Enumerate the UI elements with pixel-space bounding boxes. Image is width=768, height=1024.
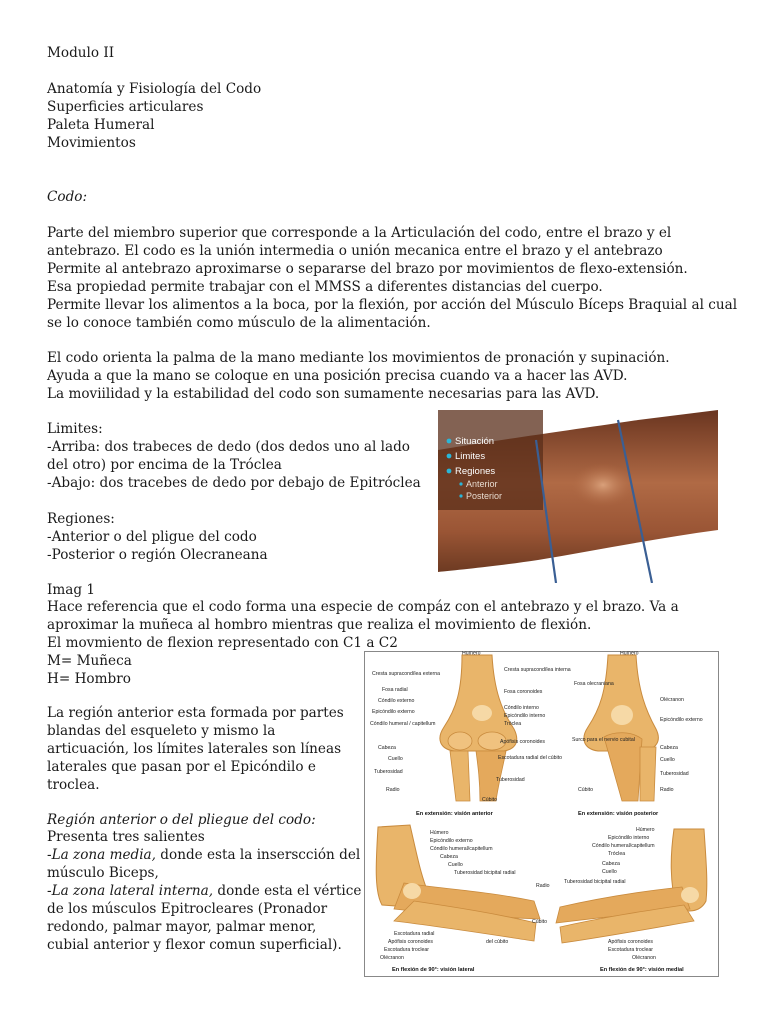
zona-lateral-text: donde esta el vértice bbox=[213, 883, 362, 899]
sub-bullet-icon bbox=[459, 494, 462, 497]
paragraph-line: antebrazo. El codo es la unión intermedia o unión mecanica entre el brazo y el antebrazo bbox=[47, 243, 663, 259]
imag1-line: El movmiento de flexion representado con C1 a C2 bbox=[47, 635, 398, 651]
caption-posterior: En extensión: visión posterior bbox=[578, 811, 659, 817]
paragraph-line: El codo orienta la palma de la mano mediante los movimientos de pronación y supinación. bbox=[47, 350, 670, 366]
anatomy-label: Cabeza bbox=[602, 861, 620, 867]
photo-subitem-anterior: Anterior bbox=[466, 479, 498, 489]
anatomy-label: Tuberosidad bbox=[374, 769, 403, 775]
anatomy-label: Cóndilo interno bbox=[504, 705, 539, 711]
anatomy-label: Radio bbox=[660, 787, 674, 793]
caption-anterior: En extensión: visión anterior bbox=[416, 811, 493, 817]
topic-line: Anatomía y Fisiología del Codo bbox=[47, 81, 262, 97]
zona-lateral-line bbox=[47, 882, 361, 900]
anatomy-label: Escotadura troclear bbox=[608, 947, 653, 953]
anatomy-label: Tróclea bbox=[608, 851, 626, 857]
anatomy-label: Epicóndilo externo bbox=[430, 838, 473, 844]
anatomy-label: Fosa coronoides bbox=[504, 689, 543, 695]
anatomy-label: Cúbito bbox=[578, 787, 593, 793]
anatomy-label: Cabeza bbox=[660, 745, 678, 751]
paragraph-line: Parte del miembro superior que corresponde a la Articulación del codo, entre el brazo y el bbox=[47, 225, 672, 241]
paragraph-line: La moviilidad y la estabilidad del codo son sumamente necesarias para las AVD. bbox=[47, 386, 600, 402]
limites-heading: Limites: bbox=[47, 421, 103, 437]
anatomy-label: Epicóndilo externo bbox=[372, 709, 415, 715]
limites-line: -Arriba: dos trabeces de dedo (dos dedos uno al lado bbox=[47, 439, 410, 455]
anatomy-label: Radio bbox=[536, 883, 550, 889]
anatomy-label: Cuello bbox=[448, 862, 463, 868]
zona-media-label: -La zona media, bbox=[47, 847, 156, 863]
elbow-bump bbox=[571, 463, 635, 507]
anatomy-label: Cóndilo humeral/capitellum bbox=[430, 846, 493, 852]
paragraph-line: Permite llevar los alimentos a la boca, por la flexión, por acción del Músculo Bíceps Braquial al cual bbox=[47, 297, 738, 313]
anatomy-label: Escotadura radial bbox=[394, 931, 435, 937]
anatomy-label: Epicóndilo interno bbox=[504, 713, 546, 719]
elbow-photo bbox=[438, 410, 718, 583]
anatomy-label: Fosa radial bbox=[382, 687, 408, 693]
anatomy-label: Cóndilo humeral / capitellum bbox=[370, 721, 436, 727]
region-anterior-line: laterales que pasan por el Epicóndilo e bbox=[47, 759, 316, 775]
region-anterior-heading: Región anterior o del pliegue del codo: bbox=[47, 812, 316, 828]
photo-subitem-posterior: Posterior bbox=[466, 491, 503, 501]
paragraph-line: Ayuda a que la mano se coloque en una posición precisa cuando va a hacer las AVD. bbox=[47, 368, 628, 384]
bullet-icon bbox=[447, 469, 452, 474]
regiones-line: -Anterior o del pligue del codo bbox=[47, 529, 257, 545]
anatomy-label: Cresta supracondílea interna bbox=[504, 667, 571, 673]
anatomy-label: Epicóndilo externo bbox=[660, 717, 703, 723]
regiones-line: -Posterior o región Olecraneana bbox=[47, 547, 268, 563]
zona-media-text: donde esta la inserscción del bbox=[155, 847, 361, 863]
imag1-line: M= Muñeca bbox=[47, 653, 132, 669]
photo-item-limites: Limites bbox=[455, 451, 486, 462]
zona-lateral-label: -La zona lateral interna, bbox=[47, 883, 214, 899]
anatomy-label: Olécranon bbox=[380, 955, 404, 961]
anatomy-label: Cabeza bbox=[440, 854, 458, 860]
limites-line: del otro) por encima de la Tróclea bbox=[47, 457, 282, 473]
paragraph-line: Esa propiedad permite trabajar con el MMSS a diferentes distancias del cuerpo. bbox=[47, 279, 603, 295]
topic-line: Movimientos bbox=[47, 135, 136, 151]
anatomy-label: Tuberosidad bicipital radial bbox=[564, 879, 626, 885]
anatomy-label: Escotadura radial del cúbito bbox=[498, 755, 563, 761]
region-anterior-line: blandas del esqueleto y mismo la bbox=[47, 723, 276, 739]
region-anterior-line: articuación, los límites laterales son líneas bbox=[47, 741, 342, 757]
sub-bullet-icon bbox=[459, 482, 462, 485]
imag1-line: aproximar la muñeca al hombro mientras que realiza el movimiento de flexión. bbox=[47, 617, 592, 633]
anatomy-label: Escotadura troclear bbox=[384, 947, 429, 953]
region-anterior-line: La región anterior esta formada por partes bbox=[47, 705, 344, 721]
anatomy-label: Apófisis coronoides bbox=[388, 939, 433, 945]
anatomy-label: Cuello bbox=[602, 869, 617, 875]
anatomy-label: Epicóndilo interno bbox=[608, 835, 650, 841]
anatomy-label: Olécranon bbox=[660, 697, 684, 703]
anatomy-label: Cóndilo externo bbox=[378, 698, 415, 704]
imag1-line: H= Hombro bbox=[47, 671, 131, 687]
zona-lateral-line: cubial anterior y flexor comun superficial). bbox=[47, 937, 342, 953]
zona-media-line: músculo Biceps, bbox=[47, 865, 159, 881]
anatomy-label: Tuberosidad bbox=[496, 777, 525, 783]
anatomy-label: Cabeza bbox=[378, 745, 396, 751]
anatomy-label: Húmero bbox=[636, 827, 655, 833]
anatomy-label: del cúbito bbox=[486, 939, 509, 945]
anatomy-label: Tuberosidad bicipital radial bbox=[454, 870, 516, 876]
salientes-intro: Presenta tres salientes bbox=[47, 829, 205, 845]
anatomy-label: Cresta supracondílea externa bbox=[372, 671, 441, 677]
elbow-anatomy-plate bbox=[364, 651, 719, 977]
anatomy-label: Apófisis coronoides bbox=[608, 939, 653, 945]
codo-heading: Codo: bbox=[47, 189, 88, 205]
region-anterior-line: troclea. bbox=[47, 777, 100, 793]
zona-media-line bbox=[47, 846, 360, 864]
photo-item-situacion: Situación bbox=[455, 436, 495, 447]
topic-line: Paleta Humeral bbox=[47, 117, 155, 133]
posterior-humero-label: Húmero bbox=[620, 651, 639, 657]
module-title: Modulo II bbox=[47, 45, 115, 61]
anatomy-label: Fosa olecraniana bbox=[574, 681, 614, 687]
anatomy-label: Olécranon bbox=[632, 955, 656, 961]
anatomy-label: Surco para el nervio cubital bbox=[572, 737, 635, 743]
limites-line: -Abajo: dos tracebes de dedo por debajo de Epitróclea bbox=[47, 475, 421, 491]
bullet-icon bbox=[447, 439, 452, 444]
anatomy-label: Radio bbox=[386, 787, 400, 793]
bullet-icon bbox=[447, 454, 452, 459]
anatomy-label: Tróclea bbox=[504, 721, 522, 727]
anatomy-label: Cuello bbox=[388, 756, 403, 762]
anatomy-label: Húmero bbox=[430, 830, 449, 836]
paragraph-line: Permite al antebrazo aproximarse o separarse del brazo por movimientos de flexo-extensión. bbox=[47, 261, 688, 277]
caption-lateral: En flexión de 90°: visión lateral bbox=[392, 967, 475, 973]
photo-item-regiones: Regiones bbox=[455, 466, 496, 477]
zona-lateral-line: de los músculos Epitrocleares (Pronador bbox=[47, 901, 328, 917]
anatomy-label: Tuberosidad bbox=[660, 771, 689, 777]
anatomy-label: Cóndilo humeral/capitellum bbox=[592, 843, 655, 849]
imag1-line: Hace referencia que el codo forma una especie de compáz con el antebrazo y el brazo. Va a bbox=[47, 599, 679, 615]
imag1-heading: Imag 1 bbox=[47, 582, 96, 598]
regiones-heading: Regiones: bbox=[47, 511, 115, 527]
anterior-humero-label: Húmero bbox=[462, 651, 481, 657]
anatomy-label: Cúbito bbox=[482, 797, 497, 803]
caption-medial: En flexión de 90°: visión medial bbox=[600, 967, 684, 973]
anatomy-label: Cúbito bbox=[532, 919, 547, 925]
paragraph-line: se lo conoce también como músculo de la alimentación. bbox=[47, 315, 431, 331]
zona-lateral-line: redondo, palmar mayor, palmar menor, bbox=[47, 919, 317, 935]
topic-line: Superficies articulares bbox=[47, 99, 204, 115]
anatomy-label: Apófisis coronoides bbox=[500, 739, 545, 745]
anatomy-label: Cuello bbox=[660, 757, 675, 763]
